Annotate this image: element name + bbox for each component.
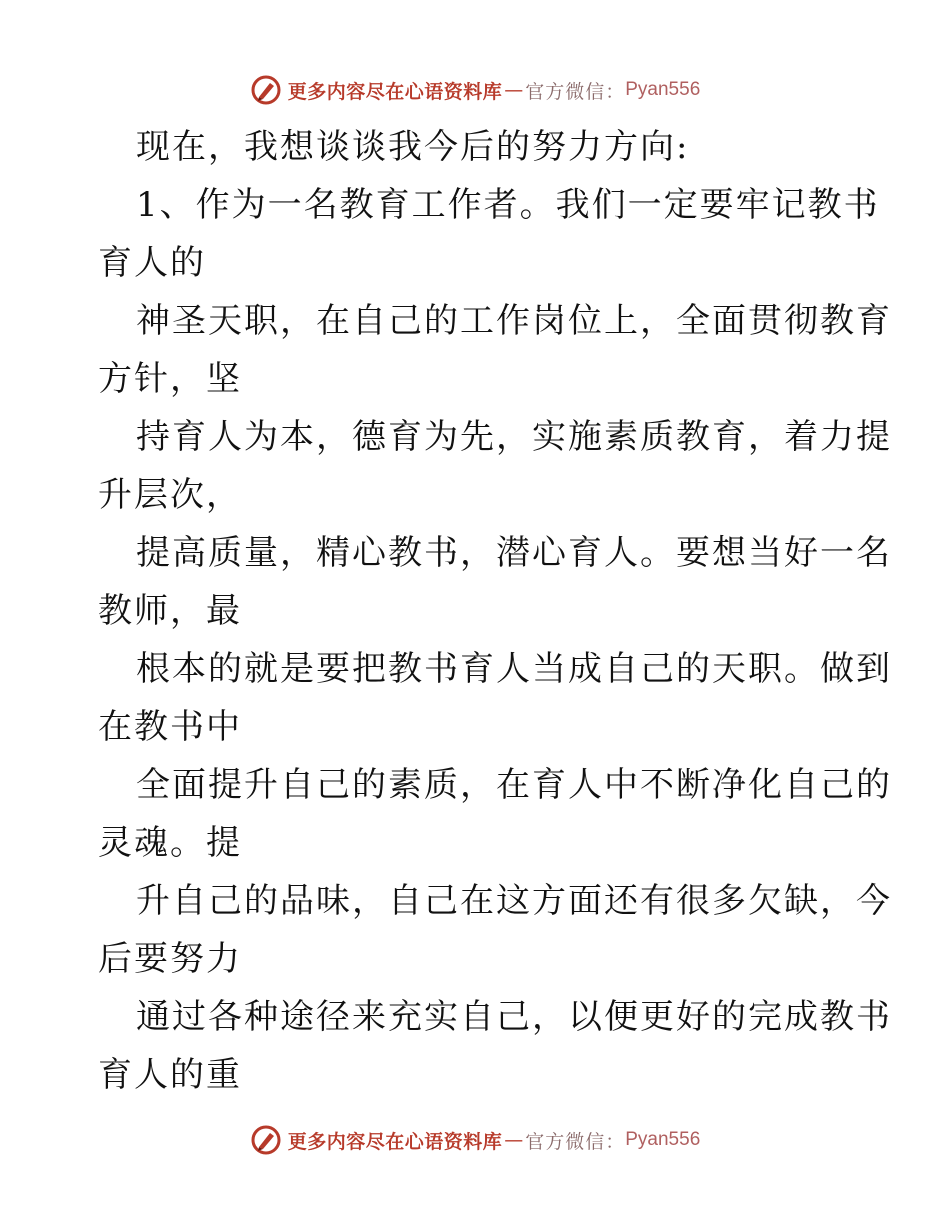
watermark-wechat-label: 官方微信： bbox=[525, 80, 626, 103]
watermark-main-text: 更多内容尽在心语资料库 bbox=[287, 80, 503, 103]
text-line: 灵魂。提 bbox=[98, 823, 242, 863]
text-line: 1、作为一名教育工作者。我们一定要牢记教书 bbox=[136, 185, 880, 225]
text-line: 提高质量，精心教书，潜心育人。要想当好一名 bbox=[136, 533, 892, 573]
text-line: 全面提升自己的素质，在育人中不断净化自己的 bbox=[136, 765, 892, 805]
text-line: 在教书中 bbox=[98, 707, 242, 747]
watermark-wechat-label: 官方微信： bbox=[525, 1130, 626, 1153]
text-line: 后要努力 bbox=[98, 939, 242, 979]
text-line: 神圣天职，在自己的工作岗位上，全面贯彻教育 bbox=[136, 301, 892, 341]
text-line: 升层次， bbox=[98, 475, 242, 515]
text-line: 育人的重 bbox=[98, 1055, 242, 1095]
watermark-main-text: 更多内容尽在心语资料库 bbox=[287, 1130, 503, 1153]
text-line: 育人的 bbox=[98, 243, 206, 283]
text-line: 升自己的品味，自己在这方面还有很多欠缺，今 bbox=[136, 881, 892, 921]
pen-in-circle-icon bbox=[250, 1124, 282, 1156]
text-line: 持育人为本，德育为先，实施素质教育，着力提 bbox=[136, 417, 892, 457]
document-body bbox=[98, 118, 892, 1104]
text-line: 根本的就是要把教书育人当成自己的天职。做到 bbox=[136, 649, 892, 689]
header-watermark bbox=[0, 70, 950, 110]
footer-watermark bbox=[0, 1120, 950, 1160]
text-line: 教师，最 bbox=[98, 591, 242, 631]
pen-in-circle-icon bbox=[250, 74, 282, 106]
watermark-separator: — bbox=[504, 79, 524, 101]
text-line: 现在，我想谈谈我今后的努力方向: bbox=[136, 127, 690, 167]
watermark-wechat-id: Pyan556 bbox=[625, 1129, 701, 1150]
text-line: 通过各种途径来充实自己，以便更好的完成教书 bbox=[136, 997, 892, 1037]
watermark-wechat-id: Pyan556 bbox=[625, 79, 701, 100]
text-line: 方针，坚 bbox=[98, 359, 242, 399]
watermark-separator: — bbox=[504, 1129, 524, 1151]
